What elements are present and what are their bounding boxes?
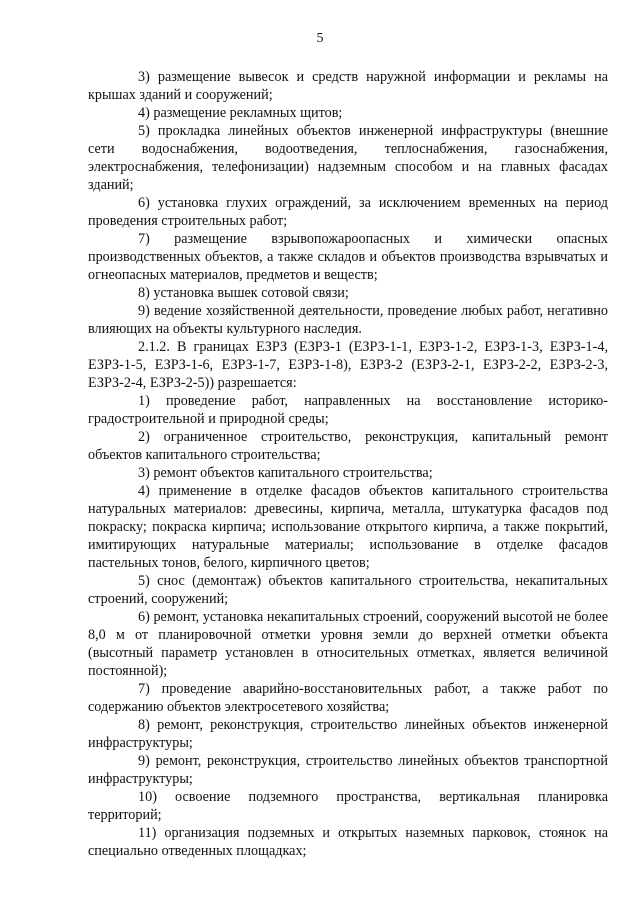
paragraph: 4) применение в отделке фасадов объектов капитального строительства натуральных материалов: древесины, кирпича, металла, штукатурка фасадов под покраску; покраска кирпича; использование открытого кирпича, а также покрытий, имитирующих натуральные материалы; использование в отделке фасадов пастельных тонов, белого, кирпичного цветов;: [88, 483, 608, 571]
paragraph: 10) освоение подземного пространства, вертикальная планировка территорий;: [88, 789, 608, 823]
paragraph: 9) ремонт, реконструкция, строительство линейных объектов транспортной инфраструктуры;: [88, 753, 608, 787]
paragraph: 4) размещение рекламных щитов;: [138, 105, 343, 121]
paragraph: 6) ремонт, установка некапитальных строений, сооружений высотой не более 8,0 м от планировочной отметки уровня земли до верхней отметки объекта (высотный параметр установлен в относительных отметках, является величиной постоянной);: [88, 609, 608, 679]
paragraph: 3) размещение вывесок и средств наружной информации и рекламы на крышах зданий и сооружений;: [88, 69, 608, 103]
paragraph: 5) прокладка линейных объектов инженерной инфраструктуры (внешние сети водоснабжения, водоотведения, теплоснабжения, газоснабжения, электроснабжения, телефонизации) надземным способом и на главных фасадах зданий;: [88, 123, 608, 193]
paragraph: 8) ремонт, реконструкция, строительство линейных объектов инженерной инфраструктуры;: [88, 717, 608, 751]
paragraph: 8) установка вышек сотовой связи;: [138, 285, 349, 301]
page-number: 5: [316, 31, 324, 46]
document-body: [88, 68, 608, 860]
paragraph: 1) проведение работ, направленных на восстановление историко-градостроительной и природной среды;: [88, 393, 608, 427]
paragraph: 5) снос (демонтаж) объектов капитального строительства, некапитальных строений, сооружений;: [88, 573, 608, 607]
paragraph: 9) ведение хозяйственной деятельности, проведение любых работ, негативно влияющих на объекты культурного наследия.: [88, 303, 608, 337]
paragraph: 11) организация подземных и открытых наземных парковок, стоянок на специально отведенных площадках;: [88, 825, 608, 859]
paragraph: 7) размещение взрывопожароопасных и химически опасных производственных объектов, а также складов и объектов производства взрывчатых и огнеопасных материалов, предметов и веществ;: [88, 231, 608, 283]
paragraph: 2.1.2. В границах ЕЗРЗ (ЕЗРЗ-1 (ЕЗРЗ-1-1, ЕЗРЗ-1-2, ЕЗРЗ-1-3, ЕЗРЗ-1-4, ЕЗРЗ-1-5, ЕЗРЗ-1-6, ЕЗРЗ-1-7, ЕЗРЗ-1-8), ЕЗРЗ-2 (ЕЗРЗ-2-1, ЕЗРЗ-2-2, ЕЗРЗ-2-3, ЕЗРЗ-2-4, ЕЗРЗ-2-5)) разрешается:: [88, 339, 608, 391]
paragraph: 2) ограниченное строительство, реконструкция, капитальный ремонт объектов капитального строительства;: [88, 429, 608, 463]
paragraph: 7) проведение аварийно-восстановительных работ, а также работ по содержанию объектов электросетевого хозяйства;: [88, 681, 608, 715]
paragraph: 6) установка глухих ограждений, за исключением временных на период проведения строительных работ;: [88, 195, 608, 229]
paragraph: 3) ремонт объектов капитального строительства;: [138, 465, 433, 481]
